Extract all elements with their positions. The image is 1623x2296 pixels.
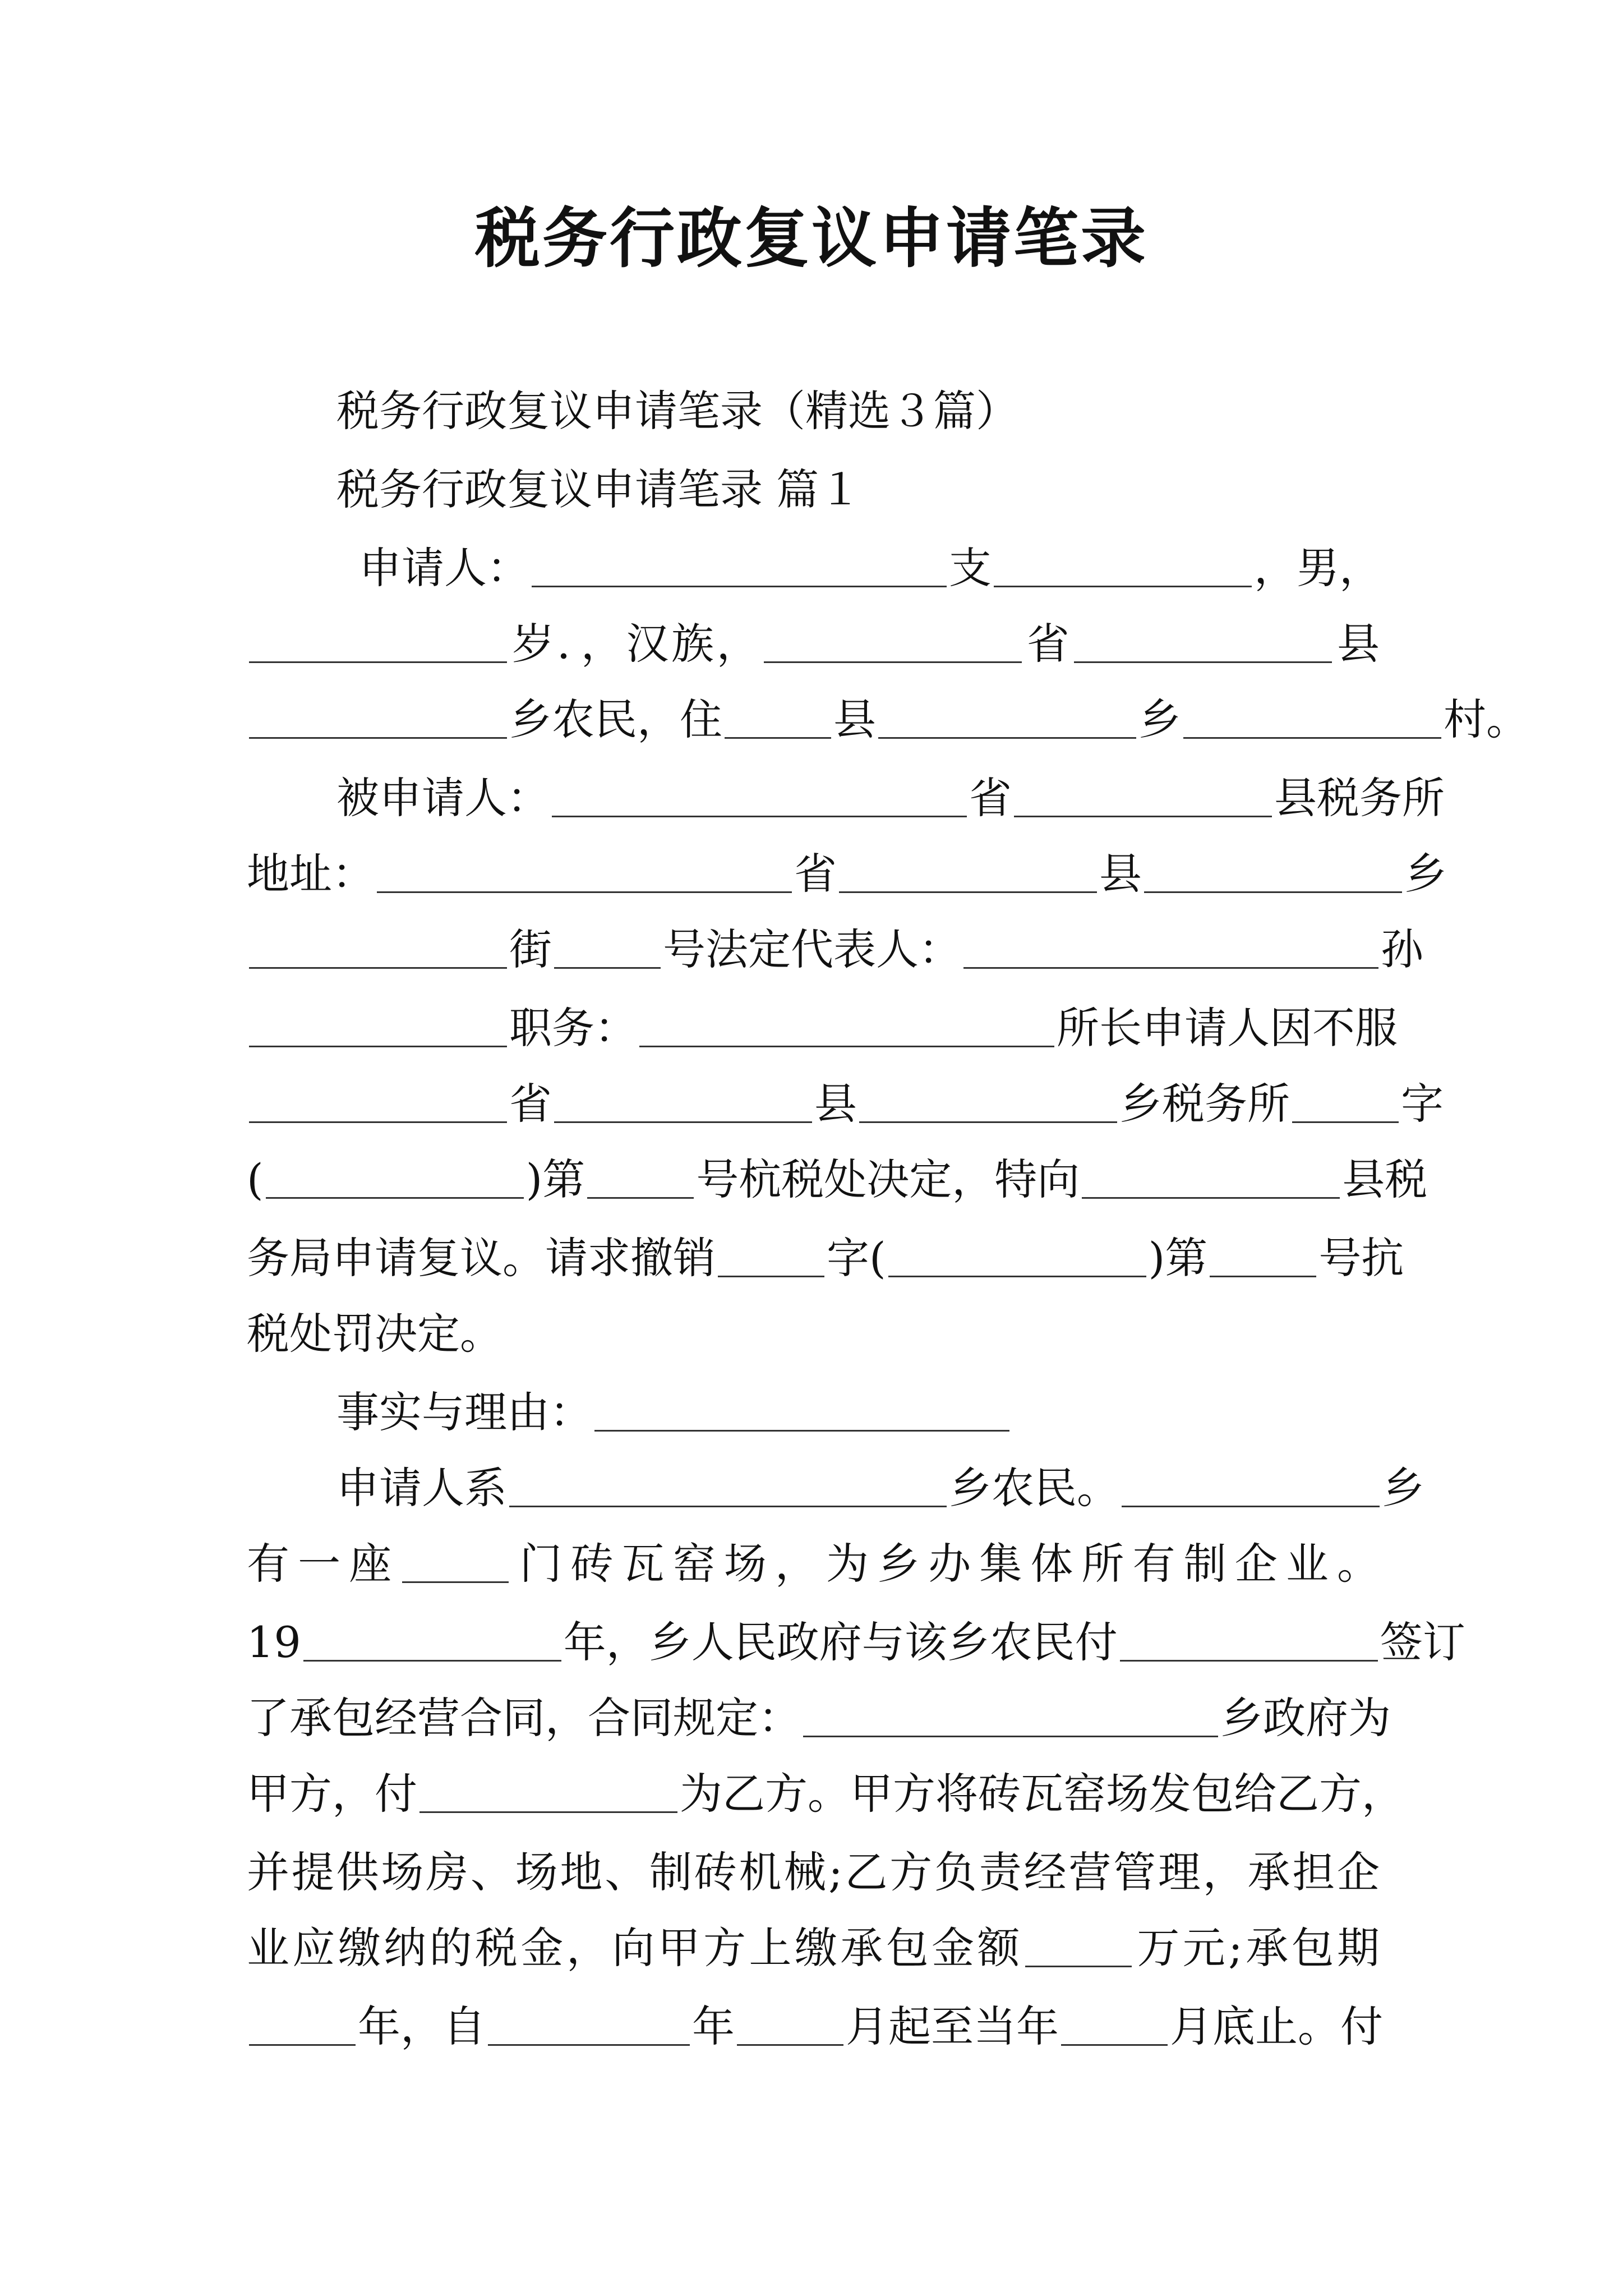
fill-blank <box>554 1082 812 1123</box>
text: 税务行政复议申请笔录（精选３篇） <box>336 386 1018 436</box>
text: 为乙方。甲方将砖瓦窑场发包给乙方， <box>680 1769 1404 1819</box>
fill-blank <box>249 698 507 739</box>
fill-blank <box>803 1696 1218 1737</box>
fill-blank <box>552 776 967 817</box>
fill-blank <box>1122 1466 1380 1507</box>
fill-blank <box>1210 1236 1316 1277</box>
text: 字 <box>1401 1079 1444 1129</box>
text: 号法定代表人： <box>663 924 961 974</box>
text: ，男， <box>1254 543 1382 593</box>
text: 职务： <box>509 1003 637 1053</box>
fill-blank <box>1014 776 1272 817</box>
text: 乡农民，住 <box>509 694 722 744</box>
subtitle <box>336 384 1402 438</box>
fill-blank <box>963 928 1378 969</box>
paragraph-line <box>247 1537 1380 1591</box>
text: 街 <box>509 924 552 974</box>
paragraph-line <box>247 1846 1380 1899</box>
text: 省 <box>969 773 1012 823</box>
fill-blank <box>249 1082 507 1123</box>
text: 省 <box>509 1079 552 1129</box>
text: 乡政府为 <box>1220 1693 1391 1743</box>
text: 门砖瓦窑场，为乡办集体所有制企业。 <box>511 1539 1380 1589</box>
text: 并提供场房、场地、制砖机械;乙方负责经营管理，承担企 <box>247 1847 1380 1897</box>
fill-blank <box>859 1082 1117 1123</box>
text: 乡农民。 <box>949 1463 1119 1513</box>
text: 支 <box>949 543 992 593</box>
fill-blank <box>1061 2005 1168 2046</box>
fill-blank <box>1183 698 1441 739</box>
paragraph-line <box>336 771 1445 825</box>
text: ( <box>247 1154 264 1204</box>
text: 省 <box>1024 619 1072 669</box>
text: 年，自 <box>358 2001 486 2051</box>
fill-blank <box>878 698 1136 739</box>
text: 年 <box>692 2001 735 2051</box>
fill-blank <box>888 1236 1146 1277</box>
text: )第 <box>1148 1233 1208 1283</box>
paragraph-line <box>247 1921 1380 1975</box>
page-title: 税务行政复议申请笔录 <box>475 200 1148 277</box>
text: 乡 <box>1138 694 1181 744</box>
paragraph-line <box>247 693 1529 747</box>
text: 乡 <box>1382 1463 1424 1513</box>
fill-blank <box>488 2005 690 2046</box>
text: 税务行政复议申请笔录 篇１ <box>336 464 862 514</box>
paragraph-line <box>247 923 1423 977</box>
paragraph-line <box>247 617 1380 671</box>
text: 号杭税处决定，特向 <box>696 1154 1080 1204</box>
paragraph-line <box>247 1767 1404 1821</box>
paragraph-line <box>359 541 1380 595</box>
text: 字( <box>827 1233 886 1283</box>
text: 村。 <box>1444 694 1529 744</box>
text: 县 <box>1099 849 1142 899</box>
section-heading <box>336 1386 1380 1439</box>
fill-blank <box>509 1466 947 1507</box>
fill-blank <box>764 622 1022 663</box>
text: )第 <box>525 1154 585 1204</box>
paragraph-line <box>247 1307 1380 1361</box>
fill-blank <box>554 928 661 969</box>
paragraph-line <box>247 1691 1391 1745</box>
text: 业应缴纳的税金，向甲方上缴承包金额 <box>247 1923 1023 1973</box>
fill-blank <box>249 2005 356 2046</box>
text: 签订 <box>1380 1617 1465 1667</box>
text: 万元;承包期 <box>1133 1923 1380 1973</box>
fill-blank <box>594 1391 1009 1432</box>
fill-blank <box>1144 852 1402 893</box>
fill-blank <box>377 852 792 893</box>
fill-blank <box>994 546 1252 587</box>
text: 务局申请复议。请求撤销 <box>247 1233 716 1283</box>
paragraph-line <box>247 847 1447 901</box>
text: 申请人系 <box>336 1463 507 1513</box>
fill-blank <box>249 1006 507 1047</box>
paragraph-line <box>336 1461 1424 1515</box>
text: 所长申请人因不服 <box>1057 1003 1398 1053</box>
text: 县税 <box>1342 1154 1428 1204</box>
text: 乡税务所 <box>1119 1079 1290 1129</box>
text: 事实与理由： <box>336 1387 592 1437</box>
fill-blank <box>303 1621 561 1662</box>
fill-blank <box>839 852 1097 893</box>
fill-blank <box>718 1236 824 1277</box>
fill-blank <box>737 2005 843 2046</box>
fill-blank <box>725 698 831 739</box>
text: 月起至当年 <box>846 2001 1059 2051</box>
text: 岁．，汉族， <box>509 619 762 669</box>
text: 县税务所 <box>1274 773 1445 823</box>
fill-blank <box>639 1006 1054 1047</box>
text: 县 <box>833 694 876 744</box>
paragraph-line <box>247 1616 1465 1669</box>
fill-blank <box>249 622 507 663</box>
fill-blank <box>266 1158 524 1199</box>
text: 乡 <box>1404 849 1447 899</box>
fill-blank <box>1074 622 1332 663</box>
paragraph-line <box>247 1077 1444 1131</box>
text: 被申请人： <box>336 773 550 823</box>
fill-blank <box>1120 1621 1378 1662</box>
fill-blank <box>587 1158 694 1199</box>
section-heading <box>336 463 1402 517</box>
paragraph-line <box>247 1153 1428 1207</box>
text: 省 <box>794 849 837 899</box>
fill-blank <box>1082 1158 1340 1199</box>
text: 税处罚决定。 <box>247 1309 502 1359</box>
paragraph-line <box>247 1001 1398 1055</box>
fill-blank <box>249 928 507 969</box>
text: 孙 <box>1381 924 1423 974</box>
text: 县 <box>1334 619 1380 669</box>
paragraph-line <box>247 1231 1404 1285</box>
fill-blank <box>402 1542 509 1583</box>
text: 有一座 <box>247 1539 400 1589</box>
text: 县 <box>814 1079 857 1129</box>
text: 月底止。付 <box>1170 2001 1383 2051</box>
fill-blank <box>1025 1926 1132 1967</box>
fill-blank <box>419 1772 677 1813</box>
text: 地址： <box>247 849 375 899</box>
fill-blank <box>532 546 947 587</box>
text: 19 <box>247 1617 301 1667</box>
text: 申请人： <box>359 543 529 593</box>
text: 甲方，付 <box>247 1769 417 1819</box>
fill-blank <box>1292 1082 1399 1123</box>
text: 号抗 <box>1318 1233 1404 1283</box>
text: 年，乡人民政府与该乡农民付 <box>563 1617 1118 1667</box>
text: 了承包经营合同，合同规定： <box>247 1693 801 1743</box>
paragraph-line <box>247 2000 1383 2054</box>
